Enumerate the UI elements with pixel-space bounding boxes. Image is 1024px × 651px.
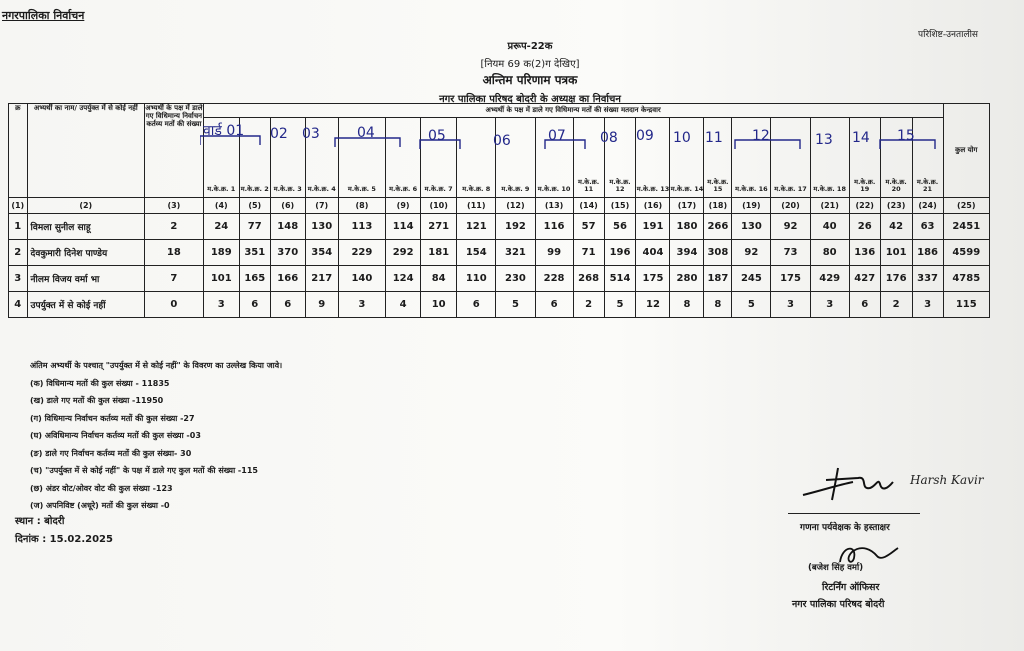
officer-name: (बजेश सिंह वर्मा): [808, 563, 864, 573]
postal-votes-cell: 18: [145, 240, 204, 266]
column-index: (25): [943, 198, 989, 214]
booth-votes-cell: 130: [732, 214, 771, 240]
candidate-row: [9, 240, 990, 266]
booth-votes-cell: 3: [338, 292, 385, 318]
note-item: (छ) अंडर वोट/ओवर वोट की कुल संख्या -123: [30, 483, 173, 493]
booth-votes-cell: 130: [305, 214, 338, 240]
booth-header: म.के.क्र. 14: [670, 118, 704, 198]
booth-votes-cell: 308: [704, 240, 732, 266]
booth-votes-cell: 101: [880, 240, 912, 266]
booth-votes-cell: 266: [704, 214, 732, 240]
booth-votes-cell: 92: [732, 240, 771, 266]
booth-votes-cell: 217: [305, 266, 338, 292]
booth-votes-cell: 140: [338, 266, 385, 292]
booth-header: म.के.क्र. 4: [305, 118, 338, 198]
ward-mark: 03: [302, 126, 320, 142]
booth-votes-cell: 24: [203, 214, 239, 240]
booth-votes-cell: 245: [732, 266, 771, 292]
column-index: (17): [670, 198, 704, 214]
booth-votes-cell: 321: [496, 240, 535, 266]
booth-votes-cell: 280: [670, 266, 704, 292]
page-title: अन्तिम परिणाम पत्रक: [482, 73, 578, 87]
page-subtitle: नगर पालिका परिषद बोदरी के अध्यक्ष का निर्वाचन: [439, 94, 621, 105]
total-header: कुल योग: [943, 104, 989, 198]
note-item: (घ) अविधिमान्य निर्वाचन कर्तव्य मतों की कुल संख्या -03: [30, 431, 201, 440]
candidate-name-cell: नीलम विजय वर्मा भा: [27, 266, 144, 292]
booth-header: म.के.क्र. 1: [203, 118, 239, 198]
note-item: (ग) विधिमान्य निर्वाचन कर्तव्य मतों की कुल संख्या -27: [30, 413, 195, 423]
booth-header: म.के.क्र. 7: [421, 118, 457, 198]
booth-votes-cell: 370: [270, 240, 305, 266]
booth-votes-cell: 230: [496, 266, 535, 292]
booth-votes-cell: 84: [421, 266, 457, 292]
booth-votes-cell: 56: [604, 214, 636, 240]
booth-votes-cell: 148: [270, 214, 305, 240]
column-index: (13): [535, 198, 573, 214]
booth-votes-cell: 2: [880, 292, 912, 318]
booth-votes-cell: 176: [880, 266, 912, 292]
column-index: (22): [849, 198, 880, 214]
note-item: (ज) अपनिविष्ट (अधूरे) मतों की कुल संख्या -0: [30, 501, 170, 510]
notes-section: [30, 360, 282, 518]
booth-votes-cell: 80: [810, 240, 849, 266]
booth-votes-cell: 180: [670, 214, 704, 240]
booth-votes-cell: 3: [203, 292, 239, 318]
booth-votes-cell: 101: [203, 266, 239, 292]
booth-votes-cell: 5: [496, 292, 535, 318]
column-index: (21): [810, 198, 849, 214]
booth-votes-cell: 57: [573, 214, 604, 240]
booth-votes-cell: 92: [771, 214, 810, 240]
booth-votes-cell: 189: [203, 240, 239, 266]
booth-votes-cell: 165: [239, 266, 270, 292]
total-votes-cell: 115: [943, 292, 989, 318]
booth-votes-cell: 4: [386, 292, 421, 318]
candidate-header: अभ्यर्थी का नाम/ उपर्युक्त में से कोई नहीं: [27, 104, 144, 198]
booth-header: म.के.क्र. 13: [636, 118, 670, 198]
booth-votes-cell: 121: [457, 214, 496, 240]
booth-votes-cell: 63: [912, 214, 943, 240]
booth-votes-cell: 110: [457, 266, 496, 292]
booth-header: म.के.क्र. 10: [535, 118, 573, 198]
booth-header: म.के.क्र. 8: [457, 118, 496, 198]
booth-votes-cell: 166: [270, 266, 305, 292]
candidate-row: [9, 292, 990, 318]
column-index: (9): [386, 198, 421, 214]
signature-line: [788, 513, 920, 514]
booth-votes-cell: 191: [636, 214, 670, 240]
column-index: (11): [457, 198, 496, 214]
booth-votes-cell: 99: [535, 240, 573, 266]
candidate-name-cell: उपर्युक्त में से कोई नहीं: [27, 292, 144, 318]
serial-cell: 1: [9, 214, 28, 240]
booth-votes-cell: 12: [636, 292, 670, 318]
ward-mark: 09: [636, 128, 654, 144]
column-index: (10): [421, 198, 457, 214]
ward-mark: 07: [548, 128, 566, 144]
observer-caption: गणना पर्यवेक्षक के हस्ताक्षर: [800, 523, 890, 533]
booth-votes-cell: 6: [239, 292, 270, 318]
booth-votes-cell: 42: [880, 214, 912, 240]
booth-votes-cell: 404: [636, 240, 670, 266]
booth-votes-cell: 3: [771, 292, 810, 318]
booth-votes-cell: 337: [912, 266, 943, 292]
column-index: (19): [732, 198, 771, 214]
ward-mark: 05: [428, 128, 446, 144]
booth-votes-cell: 113: [338, 214, 385, 240]
booth-header: म.के.क्र. 5: [338, 118, 385, 198]
column-index: (23): [880, 198, 912, 214]
serial-cell: 4: [9, 292, 28, 318]
note-item: (क) विधिमान्य मतों की कुल संख्या - 11835: [30, 378, 170, 388]
ward-mark: 15: [897, 128, 915, 144]
ward-mark: 12: [752, 128, 770, 144]
column-index: (12): [496, 198, 535, 214]
booth-votes-cell: 6: [535, 292, 573, 318]
candidate-row: [9, 214, 990, 240]
booth-votes-cell: 8: [704, 292, 732, 318]
ward-mark: 04: [357, 125, 375, 141]
booth-header: म.के.क्र. 3: [270, 118, 305, 198]
booth-header: म.के.क्र. 12: [604, 118, 636, 198]
booth-votes-cell: 394: [670, 240, 704, 266]
postal-votes-cell: 0: [145, 292, 204, 318]
place-label: स्थान : बोदरी: [15, 516, 65, 527]
booth-votes-cell: 514: [604, 266, 636, 292]
booth-header: म.के.क्र. 21: [912, 118, 943, 198]
candidate-name-cell: देवकुमारी दिनेश पाण्डेय: [27, 240, 144, 266]
serial-cell: 3: [9, 266, 28, 292]
total-votes-cell: 2451: [943, 214, 989, 240]
postal-votes-cell: 2: [145, 214, 204, 240]
officer-org: नगर पालिका परिषद बोदरी: [792, 599, 885, 610]
booth-votes-cell: 175: [771, 266, 810, 292]
column-index: (5): [239, 198, 270, 214]
ward-mark: 08: [600, 130, 618, 146]
booth-votes-cell: 71: [573, 240, 604, 266]
booth-votes-cell: 8: [670, 292, 704, 318]
booth-votes-cell: 354: [305, 240, 338, 266]
ward-mark: 06: [493, 133, 511, 149]
column-index: (4): [203, 198, 239, 214]
column-index: (1): [9, 198, 28, 214]
booth-votes-cell: 5: [732, 292, 771, 318]
column-index: (6): [270, 198, 305, 214]
note-item: (च) "उपर्युक्त में से कोई नहीं" के पक्ष में डाले गए कुल मतों की संख्या -115: [30, 466, 258, 475]
annexure-label: परिशिष्ट-उनतालीस: [918, 30, 978, 40]
booth-votes-cell: 6: [849, 292, 880, 318]
observer-signature: [798, 460, 898, 505]
booth-votes-cell: 6: [457, 292, 496, 318]
booth-votes-cell: 10: [421, 292, 457, 318]
booth-header: म.के.क्र. 11: [573, 118, 604, 198]
booth-votes-cell: 3: [912, 292, 943, 318]
booth-votes-cell: 116: [535, 214, 573, 240]
corner-left-label: नगरपालिका निर्वाचन: [2, 9, 85, 22]
rule-reference: [नियम 69 क(2)ग देखिए]: [480, 59, 580, 70]
postal-votes-cell: 7: [145, 266, 204, 292]
booth-header: म.के.क्र. 19: [849, 118, 880, 198]
form-number: प्ररूप-22क: [507, 41, 553, 52]
booth-votes-cell: 3: [810, 292, 849, 318]
observer-name: Harsh Kavir: [910, 473, 984, 487]
booth-votes-cell: 124: [386, 266, 421, 292]
booth-votes-cell: 268: [573, 266, 604, 292]
notes-intro: अंतिम अभ्यर्थी के पश्चात् "उपर्युक्त में से कोई नहीं" के विवरण का उल्लेख किया जावे।: [30, 361, 283, 370]
note-item: (ख) डाले गए मतों की कुल संख्या -11950: [30, 396, 164, 405]
column-index: (20): [771, 198, 810, 214]
booth-header: म.के.क्र. 15: [704, 118, 732, 198]
ward-mark: 11: [705, 130, 723, 146]
booth-votes-cell: 271: [421, 214, 457, 240]
booth-header: म.के.क्र. 16: [732, 118, 771, 198]
booth-votes-cell: 154: [457, 240, 496, 266]
candidate-row: [9, 266, 990, 292]
ward-mark: 02: [270, 126, 288, 142]
booth-header: म.के.क्र. 9: [496, 118, 535, 198]
booth-votes-cell: 229: [338, 240, 385, 266]
booth-header: म.के.क्र. 6: [386, 118, 421, 198]
booth-header: म.के.क्र. 18: [810, 118, 849, 198]
booth-votes-cell: 40: [810, 214, 849, 240]
booth-votes-cell: 292: [386, 240, 421, 266]
booth-votes-cell: 351: [239, 240, 270, 266]
booth-votes-cell: 2: [573, 292, 604, 318]
column-index: (18): [704, 198, 732, 214]
booth-votes-cell: 5: [604, 292, 636, 318]
column-index: (15): [604, 198, 636, 214]
booth-votes-cell: 186: [912, 240, 943, 266]
booth-header: म.के.क्र. 17: [771, 118, 810, 198]
serial-cell: 2: [9, 240, 28, 266]
booth-votes-cell: 73: [771, 240, 810, 266]
booths-group-header: अभ्यर्थी के पक्ष में डाले गए विधिमान्य मतों की संख्या मतदान केन्द्रवार: [203, 104, 943, 118]
date-label: दिनांक : 15.02.2025: [15, 534, 113, 545]
serial-header: क्र: [9, 104, 28, 198]
booth-header: म.के.क्र. 2: [239, 118, 270, 198]
booth-header: म.के.क्र. 20: [880, 118, 912, 198]
booth-votes-cell: 429: [810, 266, 849, 292]
column-index: (8): [338, 198, 385, 214]
column-index: (16): [636, 198, 670, 214]
booth-votes-cell: 9: [305, 292, 338, 318]
booth-votes-cell: 26: [849, 214, 880, 240]
ward-mark: 13: [815, 132, 833, 148]
officer-title: रिटर्निंग ऑफिसर: [822, 582, 880, 593]
column-index: (24): [912, 198, 943, 214]
booth-votes-cell: 181: [421, 240, 457, 266]
column-index: (14): [573, 198, 604, 214]
ward-mark: 10: [673, 130, 691, 146]
ward-mark: वार्ड 01: [203, 123, 245, 139]
booth-votes-cell: 77: [239, 214, 270, 240]
total-votes-cell: 4599: [943, 240, 989, 266]
booth-votes-cell: 228: [535, 266, 573, 292]
ward-mark: 14: [852, 130, 870, 146]
booth-votes-cell: 196: [604, 240, 636, 266]
candidate-name-cell: विमला सुनील साहू: [27, 214, 144, 240]
column-index: (2): [27, 198, 144, 214]
column-index: (3): [145, 198, 204, 214]
note-item: (ङ) डाले गए निर्वाचन कर्तव्य मतों की कुल संख्या- 30: [30, 448, 192, 458]
ward-brackets: [200, 130, 940, 160]
booth-votes-cell: 192: [496, 214, 535, 240]
booth-votes-cell: 187: [704, 266, 732, 292]
total-votes-cell: 4785: [943, 266, 989, 292]
booth-votes-cell: 6: [270, 292, 305, 318]
postal-header: अभ्यर्थी के पक्ष में डाले गए विधिमान्य निर्वाचन कर्तव्य मतों की संख्या: [145, 104, 204, 198]
booth-votes-cell: 427: [849, 266, 880, 292]
booth-votes-cell: 175: [636, 266, 670, 292]
booth-votes-cell: 136: [849, 240, 880, 266]
column-index: (7): [305, 198, 338, 214]
booth-votes-cell: 114: [386, 214, 421, 240]
